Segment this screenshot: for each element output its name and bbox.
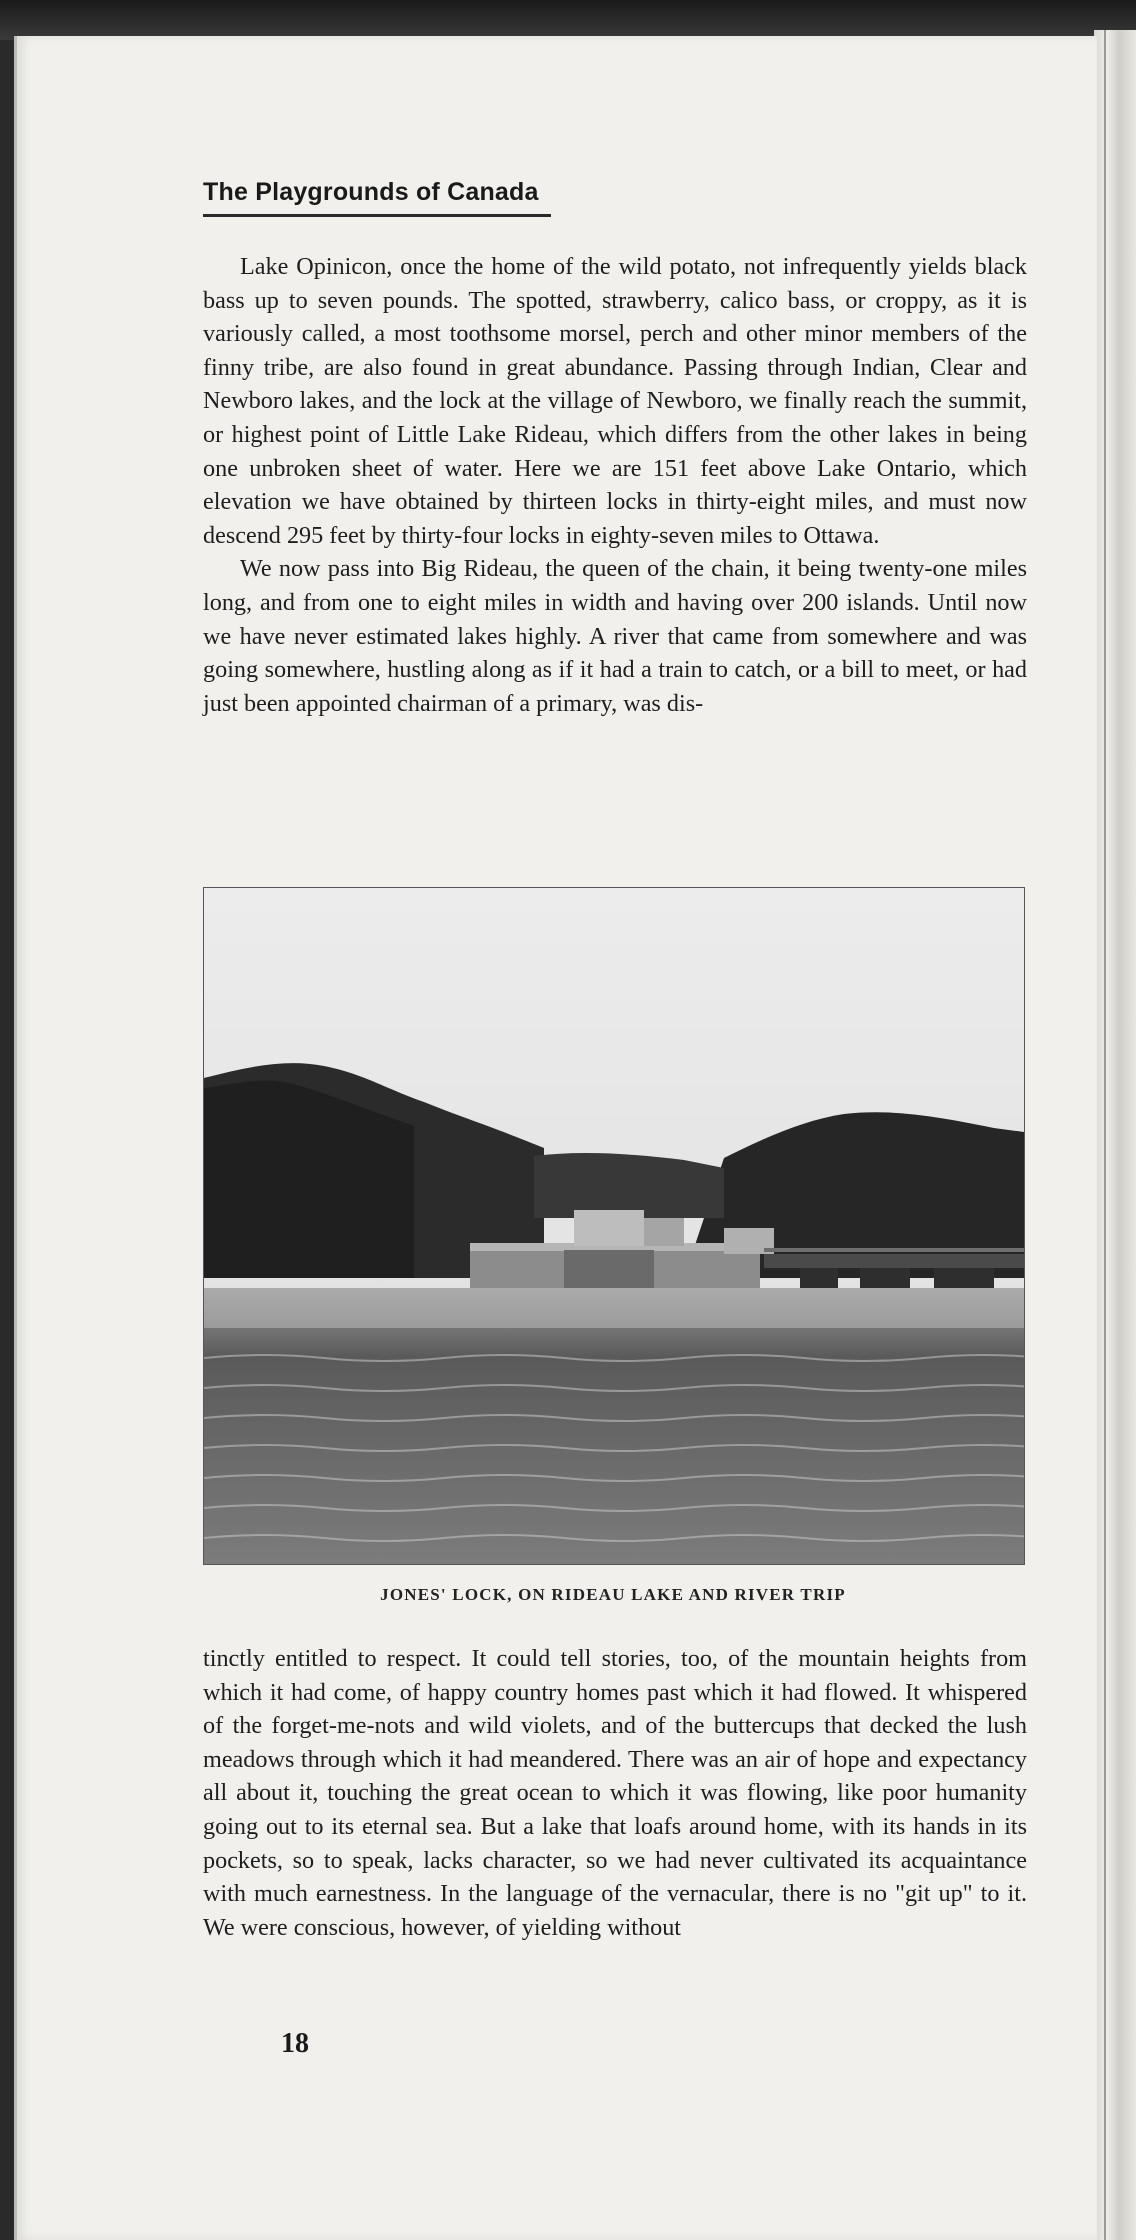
paragraph-2: We now pass into Big Rideau, the queen of the chain, it being twenty-one miles long, and from one to eight miles in width and having over 200 islands. Until now we have never estimated lakes highly. A river that came from somewhere and was going somewhere, hustling along as if it had a train to catch, or a bill to meet, or had just been appointed chairman of a primary, was dis-	[203, 555, 1027, 717]
text-block-bottom	[203, 1642, 1027, 1944]
running-head-rule	[203, 214, 551, 217]
running-head: The Playgrounds of Canada	[203, 178, 539, 206]
page-edge	[1094, 30, 1136, 2240]
page-number: 18	[281, 2028, 309, 2059]
photo-jones-lock	[203, 887, 1025, 1565]
photo-illustration	[204, 888, 1024, 1564]
photo-caption: JONES' LOCK, ON RIDEAU LAKE AND RIVER TRIP	[380, 1585, 846, 1604]
paragraph-3: tinctly entitled to respect. It could tell stories, too, of the mountain heights from which it had come, of happy country homes past which it had flowed. It whispered of the forget-me-nots and wild violets, and of the buttercups that decked the lush meadows through which it had meandered. There was an air of hope and expectancy all about it, touching the great ocean to which it was flowing, like poor humanity going out to its eternal sea. But a lake that loafs around home, with its hands in its pockets, so to speak, lacks character, so we had never cultivated its acquaintance with much earnestness. In the language of the vernacular, there is no "git up" to it. We were conscious, however, of yielding without	[203, 1645, 1027, 1941]
page-edge-line	[1104, 30, 1106, 2240]
paragraph-1: Lake Opinicon, once the home of the wild potato, not infrequently yields black bass up to seven pounds. The spotted, strawberry, calico bass, or croppy, as it is variously called, a most toothsome morsel, perch and other minor members of the finny tribe, are also found in great abundance. Passing through Indian, Clear and Newboro lakes, and the lock at the village of Newboro, we finally reach the summit, or highest point of Little Lake Rideau, which differs from the other lakes in being one unbroken sheet of water. Here we are 151 feet above Lake Ontario, which elevation we have obtained by thirteen locks in thirty-eight miles, and must now descend 295 feet by thirty-four locks in eighty-seven miles to Ottawa.	[203, 253, 1027, 549]
scan-background-top	[0, 0, 1136, 40]
text-block-top	[203, 250, 1027, 720]
